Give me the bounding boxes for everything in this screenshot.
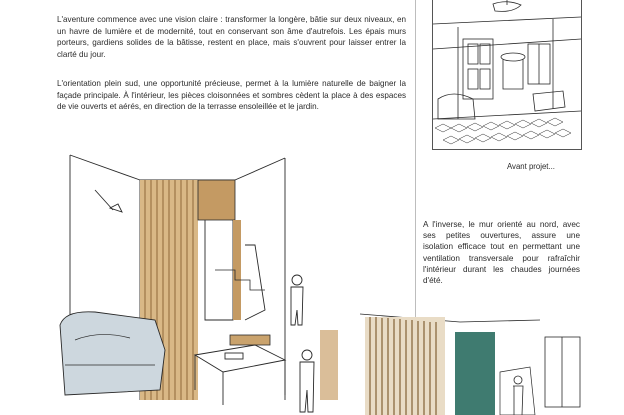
staircase-sketch [360, 312, 624, 415]
intro-paragraph: L'aventure commence avec une vision claire : transformer la longère, bâtie sur deux niveaux, en un havre de lumière et de modernité, tout en conservant son âme d'autrefois. Les épais murs porteurs, gardiens solides de la bâtisse, restent en place, mais s'ouvrent pour laisser entrer la clarté du jour. [57, 15, 406, 59]
orientation-paragraph: L'orientation plein sud, une opportunité précieuse, permet à la lumière naturelle de baigner la façade principale. À l'intérieur, les pièces cloisonnées et sombres cèdent la place à des espaces de vie ouverts et aérés, en direction de la terrasse ensoleillée et le jardin. [57, 79, 406, 112]
before-sketch-drawing [433, 0, 581, 149]
stair-slat-railing [365, 317, 445, 415]
person-figures [291, 275, 314, 412]
before-project-sketch [432, 0, 582, 150]
north-wall-paragraph: A l'inverse, le mur orienté au nord, avec ses petites ouvertures, assure une isolation efficace tout en permettant une ventilation transversale pour rafraîchir l'intérieur durant les chaudes journées d'été. [423, 220, 580, 286]
before-project-caption: Avant projet... [507, 162, 555, 171]
coffee-table [195, 345, 285, 405]
sofa [60, 312, 165, 395]
living-room-sketch [55, 150, 365, 415]
